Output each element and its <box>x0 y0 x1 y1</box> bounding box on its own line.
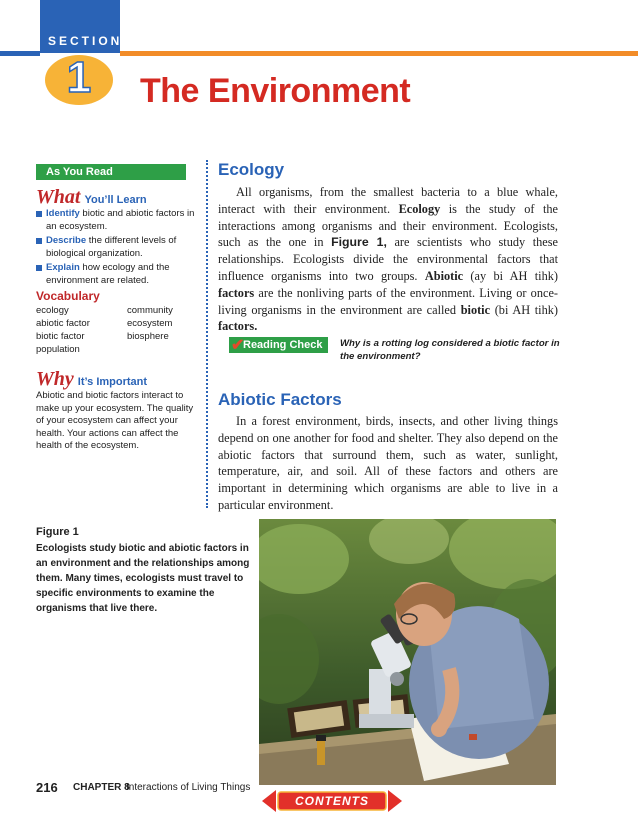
key-term-ecology: Ecology <box>398 201 441 216</box>
objective-item <box>36 235 196 260</box>
pronunciation: (bi AH tihk) <box>490 302 558 317</box>
key-term-factors: factors. <box>218 319 258 334</box>
page-title: The Environment <box>140 72 411 110</box>
previous-arrow-icon <box>262 790 276 812</box>
objective-item <box>36 208 196 233</box>
chapter-title: Interactions of Living Things <box>126 782 251 793</box>
header-rule-left <box>0 51 40 56</box>
pronunciation: (ay bi AH tihk) <box>463 268 558 283</box>
objective-verb: Identify <box>46 208 80 219</box>
vocab-term: biotic factor <box>36 331 85 342</box>
objective-item <box>36 262 196 287</box>
ecologist-microscope-illustration <box>259 519 556 785</box>
figure-caption: Ecologists study biotic and abiotic factors in an environment and the relationships among them. Many times, ecologists must travel to specific environments to examine the organisms that live there. <box>36 543 250 614</box>
vocabulary-heading: Vocabulary <box>36 289 100 303</box>
objective-text: the different levels of biological organization. <box>46 235 177 259</box>
key-term-abiotic: Abiotic <box>424 268 464 283</box>
bullet-square-icon <box>36 238 42 244</box>
why-its-important-heading <box>36 368 147 391</box>
vocab-term: population <box>36 344 80 355</box>
why-its-important-text: Abiotic and biotic factors interact to make up your ecosystem. The quality of your ecosystem can affect your health. Your actions can affect the health of the ecosystem. <box>36 390 194 451</box>
column-divider <box>206 160 208 508</box>
what-subtitle: You’ll Learn <box>84 194 147 206</box>
what-script: What <box>36 186 81 208</box>
reading-check-label: Reading Check <box>243 339 323 351</box>
header-rule <box>120 51 638 56</box>
bullet-square-icon <box>36 211 42 217</box>
key-term-biotic: biotic <box>460 302 491 317</box>
vocab-term: abiotic factor <box>36 318 90 329</box>
what-youll-learn-heading <box>36 186 147 209</box>
figure-label: Figure 1 <box>36 526 79 538</box>
objective-verb: Explain <box>46 262 80 273</box>
abiotic-factors-paragraph: In a forest environment, birds, insects, and other living things depend on one another for food and shelter. They also depend on the abiotic factors that surround them, such as water, sunlight, temperature, air, and soil. All of these factors and others are important in determining which organisms are able to live in a particular environment. <box>218 414 558 512</box>
checkmark-icon: ✔ <box>231 337 245 354</box>
text-run: All organisms, from the smallest bacteria to a blue whale, interact with their environment. <box>218 185 558 216</box>
ecology-paragraph <box>218 184 558 335</box>
reading-check-question: Why is a rotting log considered a biotic factor in the environment? <box>340 338 560 362</box>
section-label: SECTION <box>48 34 123 48</box>
contents-button-label[interactable]: CONTENTS <box>295 794 369 808</box>
vocab-term: biosphere <box>127 331 169 342</box>
vocab-term: ecosystem <box>127 318 173 329</box>
why-script: Why <box>36 368 74 390</box>
objective-text: biotic and abiotic factors in an ecosystem. <box>46 208 195 232</box>
vocab-term: community <box>127 305 173 316</box>
why-subtitle: It’s Important <box>77 376 148 388</box>
text-run: are scientists who study these relationships. Ecologists divide the environmental factors that influence organisms into two groups. <box>218 235 559 283</box>
text-run: are the nonliving parts of the environment. Living or once-living organisms in the environment are called <box>218 285 558 317</box>
key-term-factors: factors <box>218 285 255 300</box>
text-run: is the study of the interactions among organisms and their environment. Ecologists, such as the one in <box>218 201 558 250</box>
objective-verb: Describe <box>46 235 87 246</box>
page-number: 216 <box>36 780 58 795</box>
as-you-read-label: As You Read <box>46 166 113 178</box>
figure-photo <box>259 519 556 785</box>
objectives-list <box>36 208 196 289</box>
next-arrow-icon <box>388 790 402 812</box>
bullet-square-icon <box>36 265 42 271</box>
objective-text: how ecology and the environment are related. <box>46 262 170 286</box>
vocab-term: ecology <box>36 305 69 316</box>
abiotic-factors-heading: Abiotic Factors <box>218 390 342 409</box>
chapter-label: CHAPTER 8 <box>73 782 130 793</box>
ecology-heading: Ecology <box>218 160 285 179</box>
section-number: 1 <box>66 53 92 102</box>
figure-reference: Figure 1, <box>331 235 387 250</box>
